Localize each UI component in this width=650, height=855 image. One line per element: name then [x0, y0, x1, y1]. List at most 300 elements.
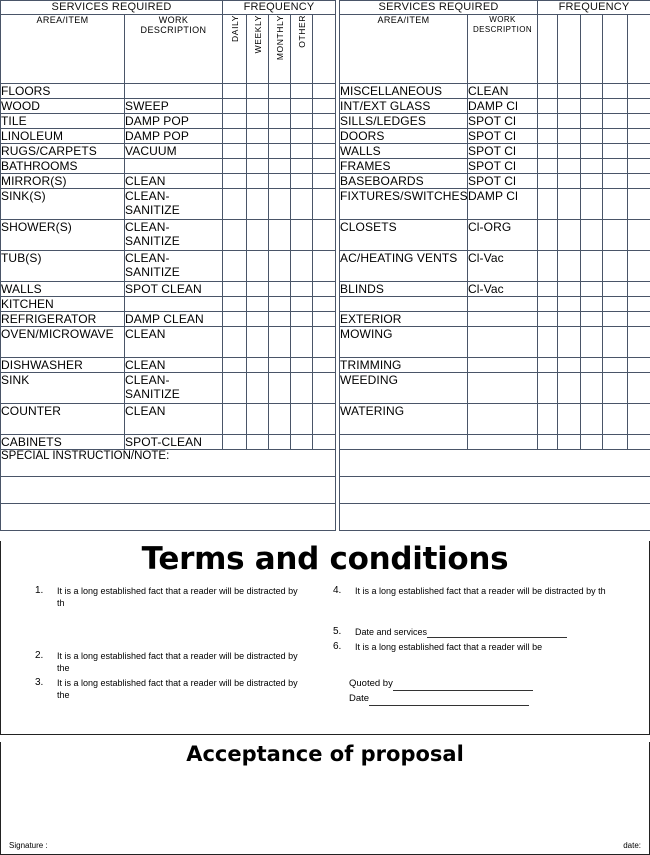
frequency-cell-left-4[interactable] — [313, 114, 336, 129]
frequency-cell-right-3[interactable] — [603, 312, 628, 327]
frequency-cell-right-4[interactable] — [628, 297, 650, 312]
frequency-cell-right-1[interactable] — [558, 189, 581, 220]
work-description-cell[interactable]: CLEAN-SANITIZE — [125, 189, 223, 220]
frequency-cell-left-3[interactable] — [291, 84, 313, 99]
frequency-cell-right-4[interactable] — [628, 251, 650, 282]
table-row — [1, 84, 650, 99]
frequency-cell-left-2[interactable] — [269, 358, 291, 373]
frequency-cell-right-1[interactable] — [558, 435, 581, 450]
area-item-cell[interactable]: SINK(S) — [1, 189, 125, 220]
frequency-cell-left-1[interactable] — [247, 159, 269, 174]
date-and-services-input[interactable] — [427, 626, 567, 638]
frequency-cell-left-0[interactable] — [223, 282, 247, 297]
work-description-cell[interactable] — [468, 373, 538, 404]
column-header-other-label: OTHER — [297, 15, 307, 48]
frequency-cell-right-1[interactable] — [558, 144, 581, 159]
frequency-cell-left-3[interactable] — [291, 282, 313, 297]
frequency-cell-left-2[interactable] — [269, 251, 291, 282]
work-description-cell[interactable]: SWEEP — [125, 99, 223, 114]
frequency-cell-left-0[interactable] — [223, 373, 247, 404]
table-banner-row — [1, 1, 650, 15]
acceptance-title: Acceptance of proposal — [1, 742, 649, 766]
area-item-cell[interactable]: REFRIGERATOR — [1, 312, 125, 327]
area-item-cell[interactable]: LINOLEUM — [1, 129, 125, 144]
area-item-cell[interactable] — [340, 435, 468, 450]
work-description-cell[interactable]: CLEAN — [125, 404, 223, 435]
frequency-cell-left-3[interactable] — [291, 174, 313, 189]
frequency-cell-right-2[interactable] — [581, 251, 603, 282]
frequency-cell-left-3[interactable] — [291, 129, 313, 144]
frequency-cell-left-3[interactable] — [291, 114, 313, 129]
work-description-cell[interactable]: SPOT Cl — [468, 144, 538, 159]
area-item-cell[interactable]: SHOWER(S) — [1, 220, 125, 251]
area-item-cell[interactable]: DOORS — [340, 129, 468, 144]
table-row — [1, 373, 650, 404]
section-header-cell[interactable]: MISCELLANEOUS — [340, 84, 468, 99]
work-description-cell[interactable] — [468, 358, 538, 373]
work-description-cell[interactable]: DAMP Cl — [468, 189, 538, 220]
frequency-cell-left-4[interactable] — [313, 373, 336, 404]
area-item-cell[interactable]: DISHWASHER — [1, 358, 125, 373]
frequency-cell-left-4[interactable] — [313, 99, 336, 114]
work-description-cell[interactable]: CLEAN — [125, 358, 223, 373]
frequency-cell-left-0[interactable] — [223, 404, 247, 435]
frequency-cell-left-0[interactable] — [223, 159, 247, 174]
terms-item-date-and-services — [333, 626, 629, 638]
frequency-cell-right-3[interactable] — [603, 435, 628, 450]
frequency-cell-right-4[interactable] — [628, 129, 650, 144]
frequency-cell-left-4[interactable] — [313, 435, 336, 450]
frequency-cell-left-4[interactable] — [313, 404, 336, 435]
area-item-cell[interactable]: TUB(S) — [1, 251, 125, 282]
frequency-cell-left-4[interactable] — [313, 358, 336, 373]
frequency-cell-right-0[interactable] — [538, 99, 558, 114]
note-line-2-right[interactable] — [340, 504, 650, 531]
frequency-cell-right-2[interactable] — [581, 373, 603, 404]
work-description-cell[interactable]: SPOT Cl — [468, 129, 538, 144]
frequency-cell-right-2[interactable] — [581, 327, 603, 358]
frequency-cell-left-4[interactable] — [313, 251, 336, 282]
frequency-cell-left-0[interactable] — [223, 327, 247, 358]
table-row — [1, 144, 650, 159]
terms-item-number: 4. — [333, 585, 355, 597]
frequency-cell-right-0[interactable] — [538, 358, 558, 373]
table-row — [1, 114, 650, 129]
frequency-cell-left-1[interactable] — [247, 99, 269, 114]
frequency-cell-right-3[interactable] — [603, 220, 628, 251]
acceptance-date-label[interactable]: date: — [623, 841, 641, 850]
frequency-cell-left-1[interactable] — [247, 114, 269, 129]
frequency-cell-left-1[interactable] — [247, 174, 269, 189]
frequency-cell-left-1[interactable] — [247, 373, 269, 404]
frequency-cell-right-3[interactable] — [603, 114, 628, 129]
frequency-cell-left-4[interactable] — [313, 312, 336, 327]
frequency-cell-left-3[interactable] — [291, 159, 313, 174]
note-line-2-left[interactable] — [1, 504, 336, 531]
work-description-cell[interactable] — [125, 297, 223, 312]
area-item-cell[interactable]: WEEDING — [340, 373, 468, 404]
area-item-cell[interactable]: TILE — [1, 114, 125, 129]
area-item-cell[interactable]: RUGS/CARPETS — [1, 144, 125, 159]
work-description-cell[interactable]: SPOT Cl — [468, 174, 538, 189]
area-item-cell[interactable]: MOWING — [340, 327, 468, 358]
frequency-cell-right-2[interactable] — [581, 99, 603, 114]
frequency-cell-left-2[interactable] — [269, 297, 291, 312]
work-description-cell[interactable] — [468, 312, 538, 327]
date-input[interactable] — [369, 694, 529, 706]
quoted-by-label: Quoted by — [349, 678, 393, 689]
frequency-cell-left-4[interactable] — [313, 129, 336, 144]
work-description-cell[interactable]: CLEAN-SANITIZE — [125, 220, 223, 251]
frequency-cell-right-2[interactable] — [581, 282, 603, 297]
work-description-cell[interactable]: CLEAN-SANITIZE — [125, 373, 223, 404]
area-item-cell[interactable]: INT/EXT GLASS — [340, 99, 468, 114]
work-description-cell[interactable] — [468, 404, 538, 435]
area-item-cell[interactable]: WALLS — [1, 282, 125, 297]
work-description-cell[interactable]: DAMP POP — [125, 129, 223, 144]
area-item-cell[interactable]: OVEN/MICROWAVE — [1, 327, 125, 358]
terms-item — [35, 585, 307, 609]
work-description-cell[interactable] — [468, 297, 538, 312]
frequency-cell-left-2[interactable] — [269, 159, 291, 174]
frequency-cell-right-4[interactable] — [628, 144, 650, 159]
frequency-cell-right-4[interactable] — [628, 174, 650, 189]
frequency-cell-right-1[interactable] — [558, 404, 581, 435]
column-header-freq2-right — [558, 15, 581, 84]
signature-label[interactable]: Signature : — [9, 841, 48, 850]
area-item-cell[interactable]: WOOD — [1, 99, 125, 114]
frequency-cell-left-1[interactable] — [247, 129, 269, 144]
frequency-cell-right-0[interactable] — [538, 114, 558, 129]
frequency-cell-left-0[interactable] — [223, 297, 247, 312]
work-description-cell[interactable]: CLEAN — [125, 327, 223, 358]
work-description-cell[interactable]: DAMP Cl — [468, 99, 538, 114]
frequency-cell-right-0[interactable] — [538, 282, 558, 297]
frequency-cell-right-1[interactable] — [558, 159, 581, 174]
frequency-cell-right-0[interactable] — [538, 144, 558, 159]
frequency-cell-left-4[interactable] — [313, 159, 336, 174]
column-header-freq3-right — [581, 15, 603, 84]
frequency-cell-right-2[interactable] — [581, 174, 603, 189]
frequency-cell-right-3[interactable] — [603, 373, 628, 404]
frequency-cell-right-0[interactable] — [538, 174, 558, 189]
frequency-cell-left-0[interactable] — [223, 220, 247, 251]
frequency-cell-right-0[interactable] — [538, 189, 558, 220]
frequency-cell-right-4[interactable] — [628, 358, 650, 373]
frequency-cell-left-0[interactable] — [223, 312, 247, 327]
frequency-cell-left-0[interactable] — [223, 435, 247, 450]
frequency-cell-left-1[interactable] — [247, 282, 269, 297]
work-description-cell[interactable]: SPOT Cl — [468, 159, 538, 174]
frequency-cell-right-0[interactable] — [538, 84, 558, 99]
frequency-cell-right-2[interactable] — [581, 358, 603, 373]
section-header-cell[interactable]: KITCHEN — [1, 297, 125, 312]
special-instruction-label[interactable]: SPECIAL INSTRUCTION/NOTE: — [1, 450, 336, 477]
work-description-cell[interactable]: Cl-Vac — [468, 251, 538, 282]
frequency-cell-right-4[interactable] — [628, 84, 650, 99]
frequency-cell-left-3[interactable] — [291, 435, 313, 450]
column-header-weekly-label: WEEKLY — [253, 15, 263, 53]
frequency-cell-left-1[interactable] — [247, 358, 269, 373]
frequency-cell-right-4[interactable] — [628, 282, 650, 297]
services-table-body — [1, 84, 650, 450]
area-item-cell[interactable]: BLINDS — [340, 282, 468, 297]
area-item-cell[interactable]: CABINETS — [1, 435, 125, 450]
frequency-cell-right-3[interactable] — [603, 99, 628, 114]
frequency-cell-left-3[interactable] — [291, 251, 313, 282]
area-item-cell[interactable]: WALLS — [340, 144, 468, 159]
frequency-cell-right-1[interactable] — [558, 312, 581, 327]
area-item-cell[interactable]: MIRROR(S) — [1, 174, 125, 189]
frequency-cell-left-4[interactable] — [313, 327, 336, 358]
work-description-cell[interactable]: CLEAN — [125, 174, 223, 189]
frequency-cell-right-1[interactable] — [558, 251, 581, 282]
frequency-cell-left-1[interactable] — [247, 435, 269, 450]
frequency-cell-right-1[interactable] — [558, 358, 581, 373]
terms-item — [333, 641, 629, 653]
frequency-cell-right-0[interactable] — [538, 404, 558, 435]
quoted-by-line — [333, 676, 629, 691]
frequency-cell-right-1[interactable] — [558, 99, 581, 114]
frequency-cell-right-2[interactable] — [581, 144, 603, 159]
work-description-cell[interactable]: Cl-Vac — [468, 282, 538, 297]
work-description-cell[interactable] — [125, 84, 223, 99]
frequency-cell-right-1[interactable] — [558, 129, 581, 144]
area-item-cell[interactable]: AC/HEATING VENTS — [340, 251, 468, 282]
frequency-cell-left-3[interactable] — [291, 144, 313, 159]
frequency-cell-left-3[interactable] — [291, 373, 313, 404]
column-header-work-description-left: WORK DESCRIPTION — [125, 15, 223, 84]
quoted-by-input[interactable] — [393, 679, 533, 691]
frequency-cell-left-1[interactable] — [247, 327, 269, 358]
frequency-cell-left-2[interactable] — [269, 144, 291, 159]
terms-item-text: It is a long established fact that a reader will be distracted by the — [57, 650, 307, 674]
frequency-cell-right-3[interactable] — [603, 189, 628, 220]
frequency-cell-right-3[interactable] — [603, 174, 628, 189]
note-line-1-right[interactable] — [340, 477, 650, 504]
frequency-cell-right-3[interactable] — [603, 404, 628, 435]
area-item-cell[interactable] — [340, 297, 468, 312]
acceptance-of-proposal-section — [0, 742, 650, 855]
table-row — [1, 159, 650, 174]
date-and-services-label: Date and services — [355, 627, 427, 637]
frequency-cell-right-3[interactable] — [603, 129, 628, 144]
note-row-2 — [1, 504, 650, 531]
work-description-cell[interactable]: VACUUM — [125, 144, 223, 159]
frequency-cell-right-0[interactable] — [538, 129, 558, 144]
frequency-cell-right-3[interactable] — [603, 297, 628, 312]
area-item-cell[interactable]: TRIMMING — [340, 358, 468, 373]
section-header-cell[interactable]: BATHROOMS — [1, 159, 125, 174]
frequency-cell-right-4[interactable] — [628, 327, 650, 358]
frequency-cell-left-2[interactable] — [269, 99, 291, 114]
frequency-cell-left-2[interactable] — [269, 220, 291, 251]
frequency-cell-left-1[interactable] — [247, 144, 269, 159]
table-row — [1, 404, 650, 435]
frequency-cell-right-3[interactable] — [603, 144, 628, 159]
frequency-cell-left-2[interactable] — [269, 312, 291, 327]
frequency-cell-left-0[interactable] — [223, 99, 247, 114]
column-header-area-item-right: AREA/ITEM — [340, 15, 468, 84]
frequency-cell-left-1[interactable] — [247, 312, 269, 327]
frequency-cell-right-1[interactable] — [558, 373, 581, 404]
note-line-1-left[interactable] — [1, 477, 336, 504]
frequency-cell-right-4[interactable] — [628, 312, 650, 327]
frequency-cell-right-3[interactable] — [603, 159, 628, 174]
frequency-cell-right-0[interactable] — [538, 327, 558, 358]
frequency-cell-right-4[interactable] — [628, 99, 650, 114]
frequency-cell-right-1[interactable] — [558, 84, 581, 99]
frequency-cell-left-0[interactable] — [223, 189, 247, 220]
area-item-cell[interactable]: BASEBOARDS — [340, 174, 468, 189]
frequency-cell-left-4[interactable] — [313, 297, 336, 312]
work-description-cell[interactable]: CLEAN — [468, 84, 538, 99]
frequency-cell-right-1[interactable] — [558, 174, 581, 189]
work-description-cell[interactable] — [468, 435, 538, 450]
frequency-cell-left-4[interactable] — [313, 144, 336, 159]
area-item-cell[interactable]: FIXTURES/SWITCHES — [340, 189, 468, 220]
frequency-cell-left-2[interactable] — [269, 373, 291, 404]
frequency-cell-right-3[interactable] — [603, 327, 628, 358]
special-instruction-row — [1, 450, 650, 477]
frequency-cell-right-0[interactable] — [538, 251, 558, 282]
frequency-cell-right-1[interactable] — [558, 327, 581, 358]
frequency-cell-left-0[interactable] — [223, 144, 247, 159]
frequency-cell-left-2[interactable] — [269, 129, 291, 144]
frequency-cell-right-4[interactable] — [628, 114, 650, 129]
frequency-cell-left-4[interactable] — [313, 220, 336, 251]
area-item-cell[interactable]: FRAMES — [340, 159, 468, 174]
frequency-cell-right-0[interactable] — [538, 297, 558, 312]
work-description-cell[interactable]: SPOT Cl — [468, 114, 538, 129]
frequency-cell-right-4[interactable] — [628, 220, 650, 251]
frequency-cell-right-0[interactable] — [538, 159, 558, 174]
frequency-cell-right-3[interactable] — [603, 251, 628, 282]
frequency-cell-left-1[interactable] — [247, 251, 269, 282]
frequency-cell-left-0[interactable] — [223, 129, 247, 144]
frequency-cell-right-0[interactable] — [538, 312, 558, 327]
frequency-cell-left-3[interactable] — [291, 327, 313, 358]
frequency-cell-left-0[interactable] — [223, 174, 247, 189]
frequency-cell-left-3[interactable] — [291, 220, 313, 251]
section-header-cell[interactable]: FLOORS — [1, 84, 125, 99]
frequency-cell-left-3[interactable] — [291, 404, 313, 435]
work-description-cell[interactable]: SPOT CLEAN — [125, 282, 223, 297]
frequency-cell-right-1[interactable] — [558, 220, 581, 251]
work-description-cell[interactable]: CLEAN-SANITIZE — [125, 251, 223, 282]
frequency-cell-left-1[interactable] — [247, 297, 269, 312]
work-description-cell[interactable]: DAMP POP — [125, 114, 223, 129]
frequency-cell-right-0[interactable] — [538, 220, 558, 251]
frequency-cell-right-4[interactable] — [628, 404, 650, 435]
work-description-cell[interactable]: DAMP CLEAN — [125, 312, 223, 327]
frequency-cell-left-0[interactable] — [223, 114, 247, 129]
work-description-cell[interactable] — [468, 327, 538, 358]
frequency-cell-left-0[interactable] — [223, 251, 247, 282]
frequency-cell-left-2[interactable] — [269, 327, 291, 358]
area-item-cell[interactable]: COUNTER — [1, 404, 125, 435]
terms-spacer — [35, 612, 307, 650]
frequency-cell-left-2[interactable] — [269, 435, 291, 450]
frequency-cell-left-2[interactable] — [269, 114, 291, 129]
frequency-cell-right-2[interactable] — [581, 159, 603, 174]
frequency-cell-right-4[interactable] — [628, 373, 650, 404]
area-item-cell[interactable]: WATERING — [340, 404, 468, 435]
frequency-cell-left-0[interactable] — [223, 358, 247, 373]
frequency-cell-right-2[interactable] — [581, 435, 603, 450]
frequency-cell-right-4[interactable] — [628, 435, 650, 450]
frequency-cell-left-4[interactable] — [313, 174, 336, 189]
frequency-cell-right-4[interactable] — [628, 159, 650, 174]
frequency-cell-right-3[interactable] — [603, 358, 628, 373]
frequency-cell-right-3[interactable] — [603, 282, 628, 297]
frequency-cell-left-3[interactable] — [291, 358, 313, 373]
frequency-cell-right-2[interactable] — [581, 312, 603, 327]
frequency-cell-right-1[interactable] — [558, 282, 581, 297]
frequency-cell-left-2[interactable] — [269, 189, 291, 220]
frequency-cell-right-2[interactable] — [581, 297, 603, 312]
frequency-cell-right-3[interactable] — [603, 84, 628, 99]
frequency-cell-right-2[interactable] — [581, 404, 603, 435]
frequency-cell-left-2[interactable] — [269, 282, 291, 297]
note-row-1 — [1, 477, 650, 504]
frequency-cell-left-2[interactable] — [269, 404, 291, 435]
special-instruction-value[interactable] — [340, 450, 650, 477]
terms-item — [35, 650, 307, 674]
table-column-header-row — [1, 15, 650, 84]
frequency-cell-right-1[interactable] — [558, 114, 581, 129]
area-item-cell[interactable]: SILLS/LEDGES — [340, 114, 468, 129]
frequency-cell-left-3[interactable] — [291, 99, 313, 114]
frequency-cell-left-2[interactable] — [269, 174, 291, 189]
frequency-cell-left-1[interactable] — [247, 220, 269, 251]
frequency-cell-right-2[interactable] — [581, 189, 603, 220]
frequency-cell-right-2[interactable] — [581, 220, 603, 251]
frequency-cell-left-1[interactable] — [247, 404, 269, 435]
frequency-cell-left-1[interactable] — [247, 189, 269, 220]
frequency-cell-left-2[interactable] — [269, 84, 291, 99]
frequency-cell-right-0[interactable] — [538, 373, 558, 404]
terms-item-number: 6. — [333, 641, 355, 653]
frequency-cell-right-2[interactable] — [581, 114, 603, 129]
frequency-cell-left-0[interactable] — [223, 84, 247, 99]
table-row — [1, 312, 650, 327]
frequency-cell-right-2[interactable] — [581, 84, 603, 99]
frequency-cell-right-1[interactable] — [558, 297, 581, 312]
terms-item-text: It is a long established fact that a reader will be — [355, 641, 629, 653]
frequency-cell-left-3[interactable] — [291, 297, 313, 312]
frequency-cell-left-3[interactable] — [291, 189, 313, 220]
frequency-cell-right-0[interactable] — [538, 435, 558, 450]
frequency-cell-left-4[interactable] — [313, 84, 336, 99]
work-description-cell[interactable]: SPOT-CLEAN — [125, 435, 223, 450]
frequency-cell-right-2[interactable] — [581, 129, 603, 144]
frequency-cell-left-1[interactable] — [247, 84, 269, 99]
frequency-cell-right-4[interactable] — [628, 189, 650, 220]
work-description-cell[interactable] — [125, 159, 223, 174]
work-description-cell[interactable]: Cl-ORG — [468, 220, 538, 251]
frequency-cell-left-4[interactable] — [313, 282, 336, 297]
column-header-area-item-left: AREA/ITEM — [1, 15, 125, 84]
frequency-cell-left-3[interactable] — [291, 312, 313, 327]
area-item-cell[interactable]: CLOSETS — [340, 220, 468, 251]
section-header-cell[interactable]: EXTERIOR — [340, 312, 468, 327]
frequency-cell-left-4[interactable] — [313, 189, 336, 220]
terms-columns — [1, 585, 649, 706]
column-header-monthly-label: MONTHLY — [275, 15, 285, 60]
area-item-cell[interactable]: SINK — [1, 373, 125, 404]
signature-row — [1, 841, 649, 850]
